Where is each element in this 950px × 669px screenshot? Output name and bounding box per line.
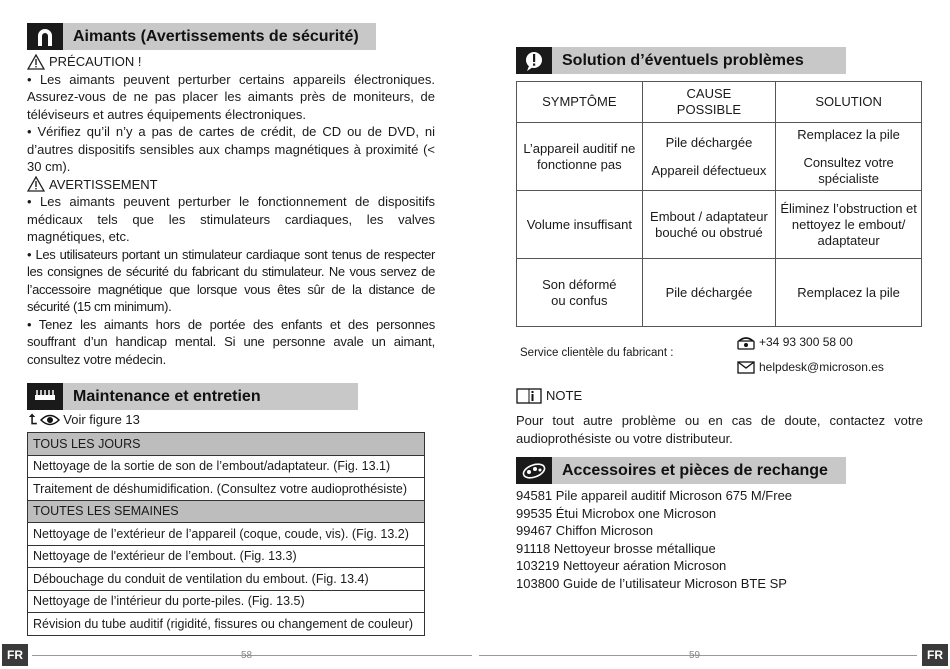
- precaution-heading: [27, 53, 435, 71]
- magnet-icon: [27, 23, 63, 50]
- magnets-body: [27, 53, 435, 368]
- troubleshooting-section-header: [516, 47, 846, 74]
- accessories-section-header: [516, 457, 846, 484]
- exclamation-icon: [516, 47, 552, 74]
- magnets-section-header: [27, 23, 376, 50]
- table-row: [28, 523, 425, 546]
- service-phone: [737, 334, 853, 352]
- table-row: [28, 568, 425, 591]
- accessories-list: [516, 487, 792, 592]
- precaution-item: • Les aimants peuvent perturber certains appareils électroniques. Assurez-vous de ne pas placer les aimants près de moniteurs, de téléviseurs et autres équipements électroniques.: [27, 71, 435, 122]
- solution-cell: Éliminez l’obstruction et nettoyez le embout/ adaptateur: [776, 191, 922, 259]
- table-header-row: [517, 82, 922, 123]
- table-row: [28, 613, 425, 636]
- table-row: [517, 123, 922, 191]
- eye-icon: [40, 414, 60, 426]
- list-item: 99535 Étui Microbox one Microson: [516, 505, 717, 521]
- warning-item: • Les utilisateurs portant un stimulateur cardiaque sont tenus de respecter les consignes de sécurité du fabricant du stimulateur. Ne vous servez de l’accessoire magnétique que lorsque vous êtes sûr de la distance de sécurité (15 cm minimum).: [27, 246, 435, 314]
- maintenance-cell: Traitement de déshumidification. (Consultez votre audioprothésiste): [28, 478, 425, 501]
- maintenance-cell: Débouchage du conduit de ventilation du embout. (Fig. 13.4): [28, 568, 425, 591]
- maintenance-title: Maintenance et entretien: [73, 387, 261, 405]
- list-item: 103800 Guide de l’utilisateur Microson BTE SP: [516, 575, 787, 591]
- page-number: 59: [689, 650, 701, 661]
- accessories-title: Accessoires et pièces de rechange: [562, 461, 828, 479]
- troubleshooting-table: [516, 81, 922, 327]
- magnets-title: Aimants (Avertissements de sécurité): [73, 27, 359, 45]
- table-row: [28, 590, 425, 613]
- maintenance-cell: Révision du tube auditif (rigidité, fissures ou changement de couleur): [28, 613, 425, 636]
- arrow-up-icon: ⮤: [29, 411, 38, 427]
- list-item: 94581 Pile appareil auditif Microson 675 M/Free: [516, 488, 793, 503]
- symptom-cell: Volume insuffisant: [517, 191, 643, 259]
- maintenance-cell: Nettoyage de la sortie de son de l’embout/adaptateur. (Fig. 13.1): [28, 455, 425, 478]
- symptom-cell: L’appareil auditif ne fonctionne pas: [517, 123, 643, 191]
- maintenance-cell: TOUS LES JOURS: [28, 433, 425, 456]
- note-text: Pour tout autre problème ou en cas de doute, contactez votre audioprothésiste ou votre distributeur.: [516, 413, 923, 446]
- maintenance-cell: Nettoyage de l'extérieur de l’embout. (Fig. 13.3): [28, 545, 425, 568]
- note-heading: [516, 387, 582, 405]
- list-item: 103219 Nettoyeur aération Microson: [516, 558, 727, 573]
- table-row: [28, 545, 425, 568]
- table-row: [28, 455, 425, 478]
- cause-cell: Pile déchargée Appareil défectueux: [642, 123, 776, 191]
- warning-icon: [27, 176, 45, 192]
- maintenance-cell: TOUTES LES SEMAINES: [28, 500, 425, 523]
- maintenance-cell: Nettoyage de l’intérieur du porte-piles. (Fig. 13.5): [28, 590, 425, 613]
- list-item: 99467 Chiffon Microson: [516, 523, 654, 538]
- phone-number: +34 93 300 58 00: [759, 335, 853, 349]
- warning-icon: [27, 54, 45, 70]
- figure-reference: [29, 411, 140, 429]
- service-label: Service clientèle du fabricant :: [520, 347, 674, 359]
- maintenance-section-header: [27, 383, 358, 410]
- precaution-label: PRÉCAUTION !: [49, 54, 142, 69]
- header-solution: SOLUTION: [776, 82, 922, 123]
- precaution-item: • Vérifiez qu’il n’y a pas de cartes de crédit, de CD ou de DVD, ni d’autres dispositifs sensibles aux champs magnétiques à proximité (< 30 cm).: [27, 124, 435, 174]
- header-cause: CAUSE POSSIBLE: [642, 82, 776, 123]
- cause-cell: Pile déchargée: [642, 259, 776, 327]
- maintenance-cell: Nettoyage de l’extérieur de l’appareil (coque, coude, vis). (Fig. 13.2): [28, 523, 425, 546]
- service-email: [737, 359, 884, 377]
- maintenance-group-header: [28, 433, 425, 456]
- solution-cell: Remplacez la pile: [776, 259, 922, 327]
- troubleshooting-title: Solution d’éventuels problèmes: [562, 51, 804, 69]
- brush-icon: [27, 383, 63, 410]
- accessories-icon: [516, 457, 552, 484]
- table-row: [28, 478, 425, 501]
- header-symptom: SYMPTÔME: [517, 82, 643, 123]
- cause-cell: Embout / adaptateur bouché ou obstrué: [642, 191, 776, 259]
- warning-item: • Tenez les aimants hors de portée des enfants et des personnes souffrant d’un handicap mental. Si une personne avale un aimant, consultez votre médecin.: [27, 316, 435, 367]
- maintenance-table: [27, 432, 425, 636]
- footer-lang-badge: FR: [922, 644, 948, 666]
- list-item: 91118 Nettoyeur brosse métallique: [516, 540, 716, 556]
- table-row: [517, 191, 922, 259]
- info-book-icon: [516, 388, 542, 404]
- warning-label: AVERTISSEMENT: [49, 176, 158, 192]
- right-page: [475, 0, 950, 669]
- note-label: NOTE: [546, 388, 583, 403]
- figure-ref-label: Voir figure 13: [63, 412, 140, 427]
- page-number: 58: [241, 650, 253, 661]
- warning-item: • Les aimants peuvent perturber le fonctionnement de dispositifs médicaux tels que les stimulateurs cardiaques, les valves magnétiques, etc.: [27, 194, 435, 244]
- maintenance-group-header: [28, 500, 425, 523]
- table-row: [517, 259, 922, 327]
- warning-heading: [27, 176, 435, 194]
- email-address: helpdesk@microson.es: [759, 360, 884, 374]
- solution-cell: Remplacez la pile Consultez votre spécialiste: [776, 123, 922, 191]
- footer-lang-badge: FR: [2, 644, 28, 666]
- phone-icon: [737, 336, 755, 350]
- symptom-cell: Son déformé ou confus: [517, 259, 643, 327]
- envelope-icon: [737, 361, 755, 374]
